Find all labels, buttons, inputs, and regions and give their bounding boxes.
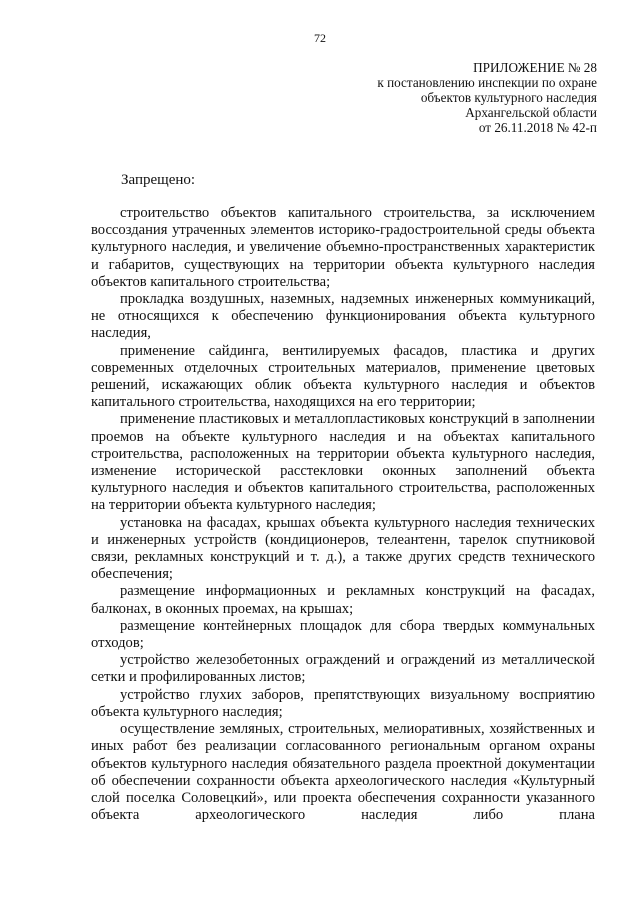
appendix-date: от 26.11.2018 № 42-п	[478, 120, 597, 135]
list-item: размещение информационных и рекламных конструкций на фасадах, балконах, в оконных проемах, на крышах;	[91, 583, 595, 617]
list-item: применение сайдинга, вентилируемых фасадов, пластика и других современных отделочных строительных материалов, применение цветовых решений, искажающих облик объекта культурного наследия и объектов капитального строительства, находящихся на его территории;	[91, 342, 595, 411]
page-number: 72	[314, 31, 326, 45]
forbidden-heading: Запрещено:	[121, 172, 196, 188]
appendix-line: Архангельской области	[465, 105, 597, 120]
list-item: строительство объектов капитального строительства, за исключением воссоздания утраченных элементов историко-градостроительной среды объекта культурного наследия, и увеличение объемно-пространственных характеристик и габаритов, существующих на территории объекта культурного наследия объектов капитального строительства;	[91, 205, 595, 290]
list-item: установка на фасадах, крышах объекта культурного наследия технических и инженерных устройств (кондиционеров, телеантенн, тарелок спутниковой связи, рекламных конструкций и т. д.), а также других средств технического обеспечения;	[91, 514, 595, 583]
list-item: прокладка воздушных, наземных, надземных инженерных коммуникаций, не относящихся к обеспечению функционирования объекта культурного наследия,	[91, 291, 595, 342]
prohibitions-list	[91, 205, 595, 824]
appendix-title: ПРИЛОЖЕНИЕ № 28	[473, 60, 597, 75]
list-item: осуществление земляных, строительных, мелиоративных, хозяйственных и иных работ без реализации согласованного региональным органом охраны объектов культурного наследия обязательного раздела проектной документации об обеспечении сохранности объекта археологического наследия «Культурный слой поселка Соловецкий», или проекта обеспечения сохранности указанного объекта археологического наследия либо плана	[91, 721, 595, 824]
appendix-header	[277, 60, 597, 135]
list-item: размещение контейнерных площадок для сбора твердых коммунальных отходов;	[91, 617, 595, 652]
appendix-line: объектов культурного наследия	[420, 90, 597, 105]
list-item: устройство глухих заборов, препятствующих визуальному восприятию объекта культурного наследия;	[91, 686, 595, 720]
list-item: устройство железобетонных ограждений и ограждений из металлической сетки и профилированных листов;	[91, 652, 595, 686]
list-item: применение пластиковых и металлопластиковых конструкций в заполнении проемов на объекте культурного наследия и на объектах капитального строительства, расположенных на территории объекта культурного наследия, изменение исторической расстекловки оконных заполнений объекта культурного наследия и объектов капитального строительства, расположенных на территории объекта культурного наследия;	[91, 411, 595, 514]
appendix-line: к постановлению инспекции по охране	[377, 75, 597, 90]
